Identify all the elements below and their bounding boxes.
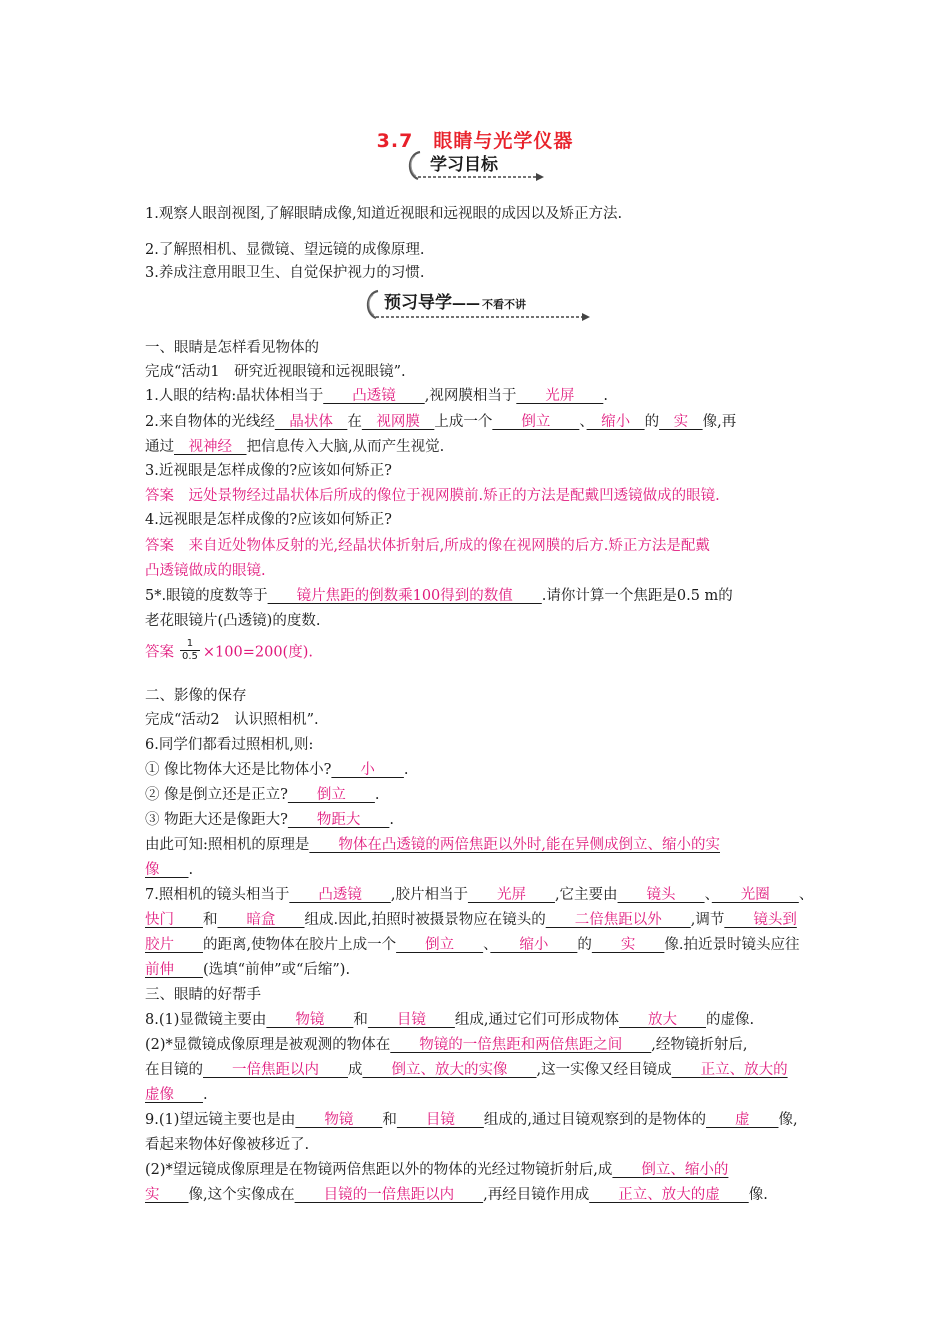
answer-blank: 光圈 — [711, 887, 799, 903]
question-6: 6.同学们都看过照相机,则: — [145, 737, 314, 753]
answer-blank: 实 — [145, 1187, 189, 1203]
question-8-2-cont-2: 虚像 . — [145, 1087, 208, 1103]
page-title: 3.7 眼睛与光学仪器 — [376, 130, 574, 152]
answer-label: 答案 — [145, 488, 174, 504]
question-2-cont: 通过 视神经 把信息传入大脑,从而产生视觉. — [145, 439, 445, 455]
section-heading-2: 二、影像的保存 — [145, 688, 247, 704]
answer-blank: 虚 — [705, 1112, 779, 1128]
banner-preview-label: 预习导学 — [384, 293, 452, 313]
section-heading-1: 一、眼睛是怎样看见物体的 — [145, 340, 319, 356]
question-1: 1.人眼的结构:晶状体相当于 凸透镜 ,视网膜相当于 光屏 . — [145, 388, 608, 404]
answer-blank: 晶状体 — [274, 414, 348, 430]
answer-blank: 倒立 — [287, 787, 375, 803]
answer-blank: 缩小 — [586, 414, 645, 430]
question-7: 7.照相机的镜头相当于 凸透镜 ,胶片相当于 光屏 ,它主要由 镜头 、 光圈 、 — [145, 887, 814, 903]
question-9: 9.(1)望远镜主要也是由 物镜 和 目镜 组成的,通过目镜观察到的是物体的 虚 像, — [145, 1112, 798, 1128]
answer-blank: 倒立 — [492, 414, 580, 430]
answer-blank: 物镜 — [295, 1112, 383, 1128]
answer-blank: 倒立、放大的实像 — [362, 1062, 537, 1078]
question-4: 4.远视眼是怎样成像的?应该如何矫正? — [145, 512, 392, 528]
question-6-1: ① 像比物体大还是比物体小? 小 . — [145, 762, 409, 778]
answer-blank: 镜头到 — [724, 912, 797, 928]
answer-blank: 二倍焦距以外 — [545, 912, 691, 928]
question-7-cont-2: 胶片 的距离,使物体在胶片上成一个 倒立 、 缩小 的 实 像.拍近景时镜头应往 — [145, 937, 800, 953]
objective-1: 1.观察人眼剖视图,了解眼睛成像,知道近视眼和远视眼的成因以及矫正方法. — [145, 206, 623, 222]
question-8-2: (2)*显微镜成像原理是被观测的物体在 物镜的一倍焦距和两倍焦距之间 ,经物镜折射后, — [145, 1037, 748, 1053]
banner-preview-sub: 不看不讲 — [482, 298, 526, 311]
question-6-4-cont: 像 . — [145, 862, 194, 878]
answer-blank: 实 — [591, 937, 665, 953]
question-5-cont: 老花眼镜片(凸透镜)的度数. — [145, 613, 321, 629]
answer-label: 答案 — [145, 538, 174, 554]
objective-3: 3.养成注意用眼卫生、自觉保护视力的习惯. — [145, 265, 425, 281]
question-9-2: (2)*望远镜成像原理是在物镜两倍焦距以外的物体的光经过物镜折射后,成 倒立、缩小的 — [145, 1162, 729, 1178]
answer-blank: 目镜的一倍焦距以内 — [294, 1187, 484, 1203]
question-9-2-cont: 实 像,这个实像成在 目镜的一倍焦距以内 ,再经目镜作用成 正立、放大的虚 像. — [145, 1187, 768, 1203]
answer-blank: 视网膜 — [361, 414, 435, 430]
section-heading-3: 三、眼睛的好帮手 — [145, 987, 261, 1003]
answer-blank: 正立、放大的虚 — [589, 1187, 749, 1203]
answer-5: 答案 $\frac{1}{0.5}$ ×100=200(度). — [145, 638, 313, 662]
activity-2-line: 完成“活动2 认识照相机”. — [145, 712, 319, 728]
answer-blank: 快门 — [145, 912, 203, 928]
answer-blank: 胶片 — [145, 937, 203, 953]
answer-blank: 光屏 — [467, 887, 555, 903]
question-6-3: ③ 物距大还是像距大? 物距大 . — [145, 812, 394, 828]
fraction: $\frac{1}{0.5}$ — [182, 638, 198, 662]
answer-label: 答案 — [145, 644, 174, 661]
answer-blank: 镜头 — [617, 887, 705, 903]
answer-blank: 小 — [331, 762, 404, 778]
answer-blank: 物距大 — [287, 812, 390, 828]
answer-blank: 正立、放大的 — [671, 1062, 788, 1078]
answer-blank: 暗盒 — [217, 912, 305, 928]
answer-blank: 像 — [145, 862, 189, 878]
answer-blank: 凸透镜 — [323, 388, 425, 404]
question-9-cont: 看起来物体好像被移近了. — [145, 1137, 310, 1153]
answer-4: 答案 来自近处物体反射的光,经晶状体折射后,所成的像在视网膜的后方.矫正方法是配戴 — [145, 538, 710, 554]
answer-blank: 目镜 — [367, 1012, 455, 1028]
answer-blank: 物体在凸透镜的两倍焦距以外时,能在异侧成倒立、缩小的实 — [309, 837, 720, 853]
answer-blank: 缩小 — [490, 937, 578, 953]
banner-preview-dash: —— — [452, 296, 480, 312]
answer-blank: 目镜 — [396, 1112, 484, 1128]
answer-3: 答案 远处景物经过晶状体后所成的像位于视网膜前.矫正的方法是配戴凹透镜做成的眼镜. — [145, 488, 720, 504]
question-8-2-cont: 在目镜的 一倍焦距以内 成 倒立、放大的实像 ,这一实像又经目镜成 正立、放大的 — [145, 1062, 788, 1078]
answer-blank: 前伸 — [145, 962, 203, 978]
question-2: 2.来自物体的光线经 晶状体 在 视网膜 上成一个 倒立 、 缩小 的 实 像,再 — [145, 414, 737, 430]
question-3: 3.近视眼是怎样成像的?应该如何矫正? — [145, 463, 392, 479]
answer-blank: 一倍焦距以内 — [203, 1062, 348, 1078]
answer-blank: 放大 — [618, 1012, 706, 1028]
banner-graphic — [360, 286, 595, 324]
question-6-4: 由此可知:照相机的原理是 物体在凸透镜的两倍焦距以外时,能在异侧成倒立、缩小的实 — [145, 837, 720, 853]
section-banner-objectives — [402, 148, 547, 184]
question-8: 8.(1)显微镜主要由 物镜 和 目镜 组成,通过它们可形成物体 放大 的虚像. — [145, 1012, 755, 1028]
question-7-cont-3: 前伸 (选填“前伸”或“后缩”). — [145, 962, 351, 978]
question-7-cont-1: 快门 和 暗盒 组成.因此,拍照时被摄景物应在镜头的 二倍焦距以外 ,调节 镜头到 — [145, 912, 797, 928]
question-6-2: ② 像是倒立还是正立? 倒立 . — [145, 787, 380, 803]
answer-blank: 物镜的一倍焦距和两倍焦距之间 — [390, 1037, 652, 1053]
answer-blank: 镜片焦距的倒数乘100得到的数值 — [267, 588, 542, 604]
answer-4-cont: 凸透镜做成的眼镜. — [145, 563, 266, 579]
section-banner-preview — [360, 286, 595, 324]
answer-blank: 视神经 — [174, 439, 247, 455]
activity-1-line: 完成“活动1 研究近视眼镜和远视眼镜”. — [145, 364, 406, 380]
svg-text:预习导学——不看不讲 — [384, 292, 526, 313]
answer-blank: 实 — [659, 414, 703, 430]
answer-blank: 倒立、缩小的 — [612, 1162, 729, 1178]
banner-objectives-label: 学习目标 — [430, 155, 498, 175]
objective-2: 2.了解照相机、显微镜、望远镜的成像原理. — [145, 242, 425, 258]
answer-blank: 物镜 — [266, 1012, 354, 1028]
question-5: 5*.眼镜的度数等于 镜片焦距的倒数乘100得到的数值 .请你计算一个焦距是0.5 m的 — [145, 588, 733, 604]
answer-blank: 倒立 — [396, 937, 484, 953]
answer-blank: 虚像 — [145, 1087, 203, 1103]
answer-blank: 凸透镜 — [289, 887, 391, 903]
answer-blank: 光屏 — [516, 388, 604, 404]
banner-graphic — [402, 148, 547, 184]
